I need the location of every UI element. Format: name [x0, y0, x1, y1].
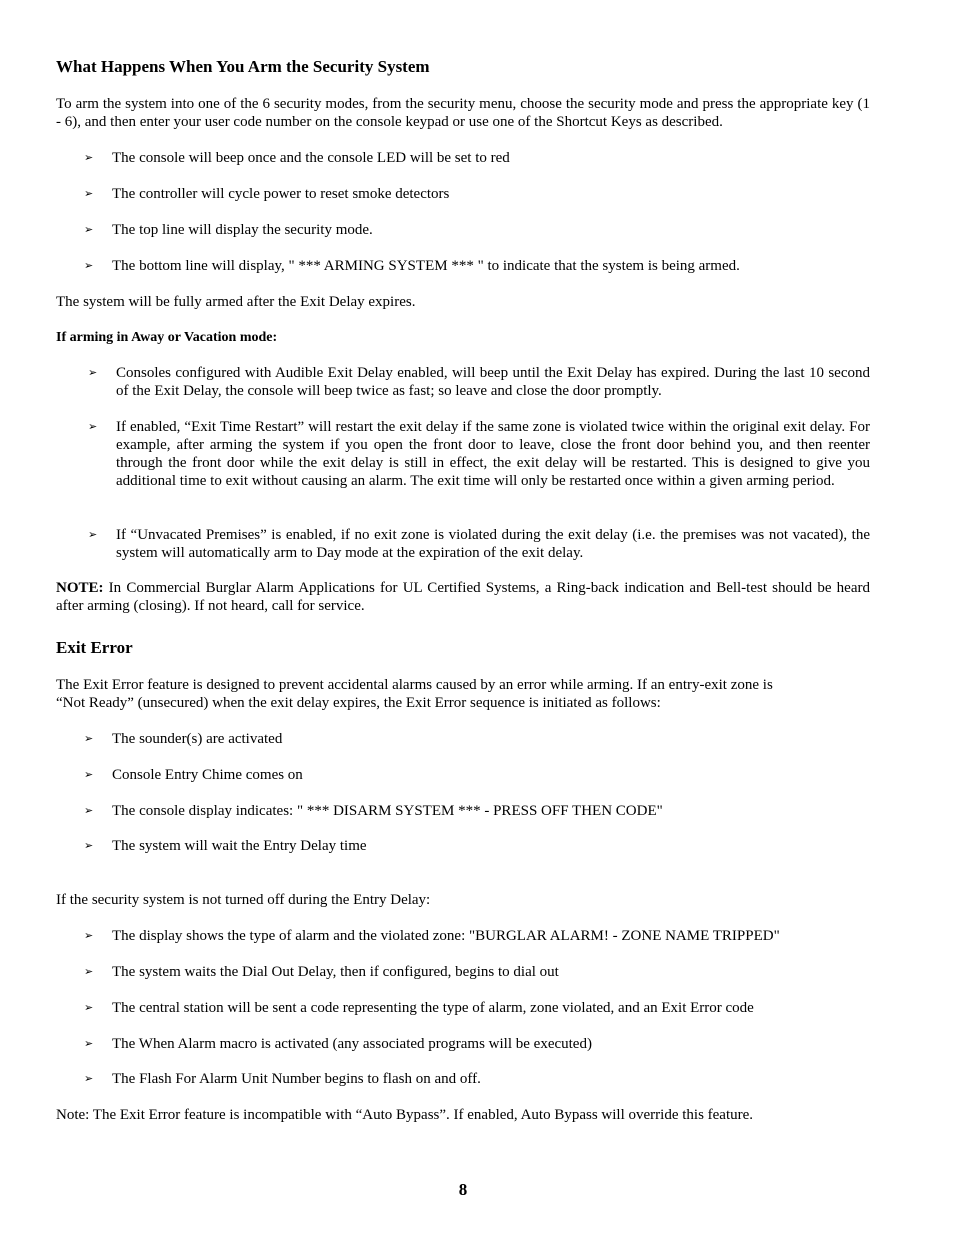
list-item-text: Consoles configured with Audible Exit Delay enabled, will beep until the Exit Delay has expired. During the last 10 second of the Exit Delay, the console will beep twice as fast; so leave and close the door promptly. — [116, 365, 870, 399]
arrowhead-bullet-icon: ➢ — [84, 151, 94, 164]
arrowhead-bullet-icon: ➢ — [84, 929, 94, 942]
arrowhead-bullet-icon: ➢ — [84, 1037, 94, 1050]
away-mode-subheading: If arming in Away or Vacation mode: — [56, 330, 278, 345]
list-item-text: The console will beep once and the console LED will be set to red — [112, 150, 510, 166]
arm-intro-paragraph: To arm the system into one of the 6 security modes, from the security menu, choose the security mode and press the appropriate key (1 - 6), and then enter your user code number on the console keypad or use one of the Shortcut Keys as described. — [56, 96, 870, 130]
list-item-text: The display shows the type of alarm and the violated zone: "BURGLAR ALARM! - ZONE NAME TRIPPED" — [112, 928, 780, 944]
arrowhead-bullet-icon: ➢ — [84, 732, 94, 745]
arrowhead-bullet-icon: ➢ — [88, 366, 98, 379]
arrowhead-bullet-icon: ➢ — [84, 259, 94, 272]
section-heading-exit-error: Exit Error — [56, 638, 133, 657]
list-item-text: The bottom line will display, " *** ARMING SYSTEM *** " to indicate that the system is being armed. — [112, 258, 740, 274]
arrowhead-bullet-icon: ➢ — [84, 839, 94, 852]
note-label: NOTE: — [56, 580, 104, 596]
list-item-text: Console Entry Chime comes on — [112, 767, 303, 783]
list-item-text: The central station will be sent a code representing the type of alarm, zone violated, and an Exit Error code — [112, 1000, 754, 1016]
arrowhead-bullet-icon: ➢ — [84, 965, 94, 978]
list-item-text: The system will wait the Entry Delay time — [112, 838, 367, 854]
note-text: In Commercial Burglar Alarm Applications for UL Certified Systems, a Ring-back indication and Bell-test should be heard after arming (closing). If not heard, call for service. — [56, 580, 870, 614]
arrowhead-bullet-icon: ➢ — [84, 187, 94, 200]
arrowhead-bullet-icon: ➢ — [88, 420, 98, 433]
list-item-text: The sounder(s) are activated — [112, 731, 283, 747]
list-item-text: The system waits the Dial Out Delay, then if configured, begins to dial out — [112, 964, 559, 980]
list-item-text: The top line will display the security mode. — [112, 222, 373, 238]
exit-error-intro-line-1: The Exit Error feature is designed to prevent accidental alarms caused by an error while arming. If an entry-exit zone is — [56, 677, 773, 693]
note-paragraph — [56, 579, 870, 615]
arrowhead-bullet-icon: ➢ — [84, 768, 94, 781]
arrowhead-bullet-icon: ➢ — [84, 223, 94, 236]
list-item-text: The When Alarm macro is activated (any associated programs will be executed) — [112, 1036, 592, 1052]
arrowhead-bullet-icon: ➢ — [84, 1072, 94, 1085]
list-item-text: If “Unvacated Premises” is enabled, if no exit zone is violated during the exit delay (i.e. the premises was not vacated), the system will automatically arm to Day mode at the expiration of the exit delay. — [116, 527, 870, 561]
page-number: 8 — [458, 1180, 468, 1199]
exit-error-intro-line-2: “Not Ready” (unsecured) when the exit delay expires, the Exit Error sequence is initiated as follows: — [56, 695, 661, 711]
exit-error-note: Note: The Exit Error feature is incompatible with “Auto Bypass”. If enabled, Auto Bypass will override this feature. — [56, 1107, 754, 1123]
list-item-text: If enabled, “Exit Time Restart” will restart the exit delay if the same zone is violated twice within the original exit delay. For example, after arming the system if you open the front door to leave, close the front door behind you, and then reenter through the front door while the exit delay is still in effect, the exit delay will be restarted. This is designed to give you additional time to exit without causing an alarm. The exit time will only be restarted once within a given arming period. — [116, 419, 870, 489]
section-heading-arm: What Happens When You Arm the Security System — [56, 57, 430, 76]
list-item-text: The Flash For Alarm Unit Number begins to flash on and off. — [112, 1071, 481, 1087]
arrowhead-bullet-icon: ➢ — [88, 528, 98, 541]
entry-delay-intro: If the security system is not turned off during the Entry Delay: — [56, 892, 431, 908]
fully-armed-paragraph: The system will be fully armed after the Exit Delay expires. — [56, 294, 416, 310]
list-item-text: The controller will cycle power to reset smoke detectors — [112, 186, 450, 202]
arrowhead-bullet-icon: ➢ — [84, 1001, 94, 1014]
list-item-text: The console display indicates: " *** DISARM SYSTEM *** - PRESS OFF THEN CODE" — [112, 803, 663, 819]
arrowhead-bullet-icon: ➢ — [84, 804, 94, 817]
